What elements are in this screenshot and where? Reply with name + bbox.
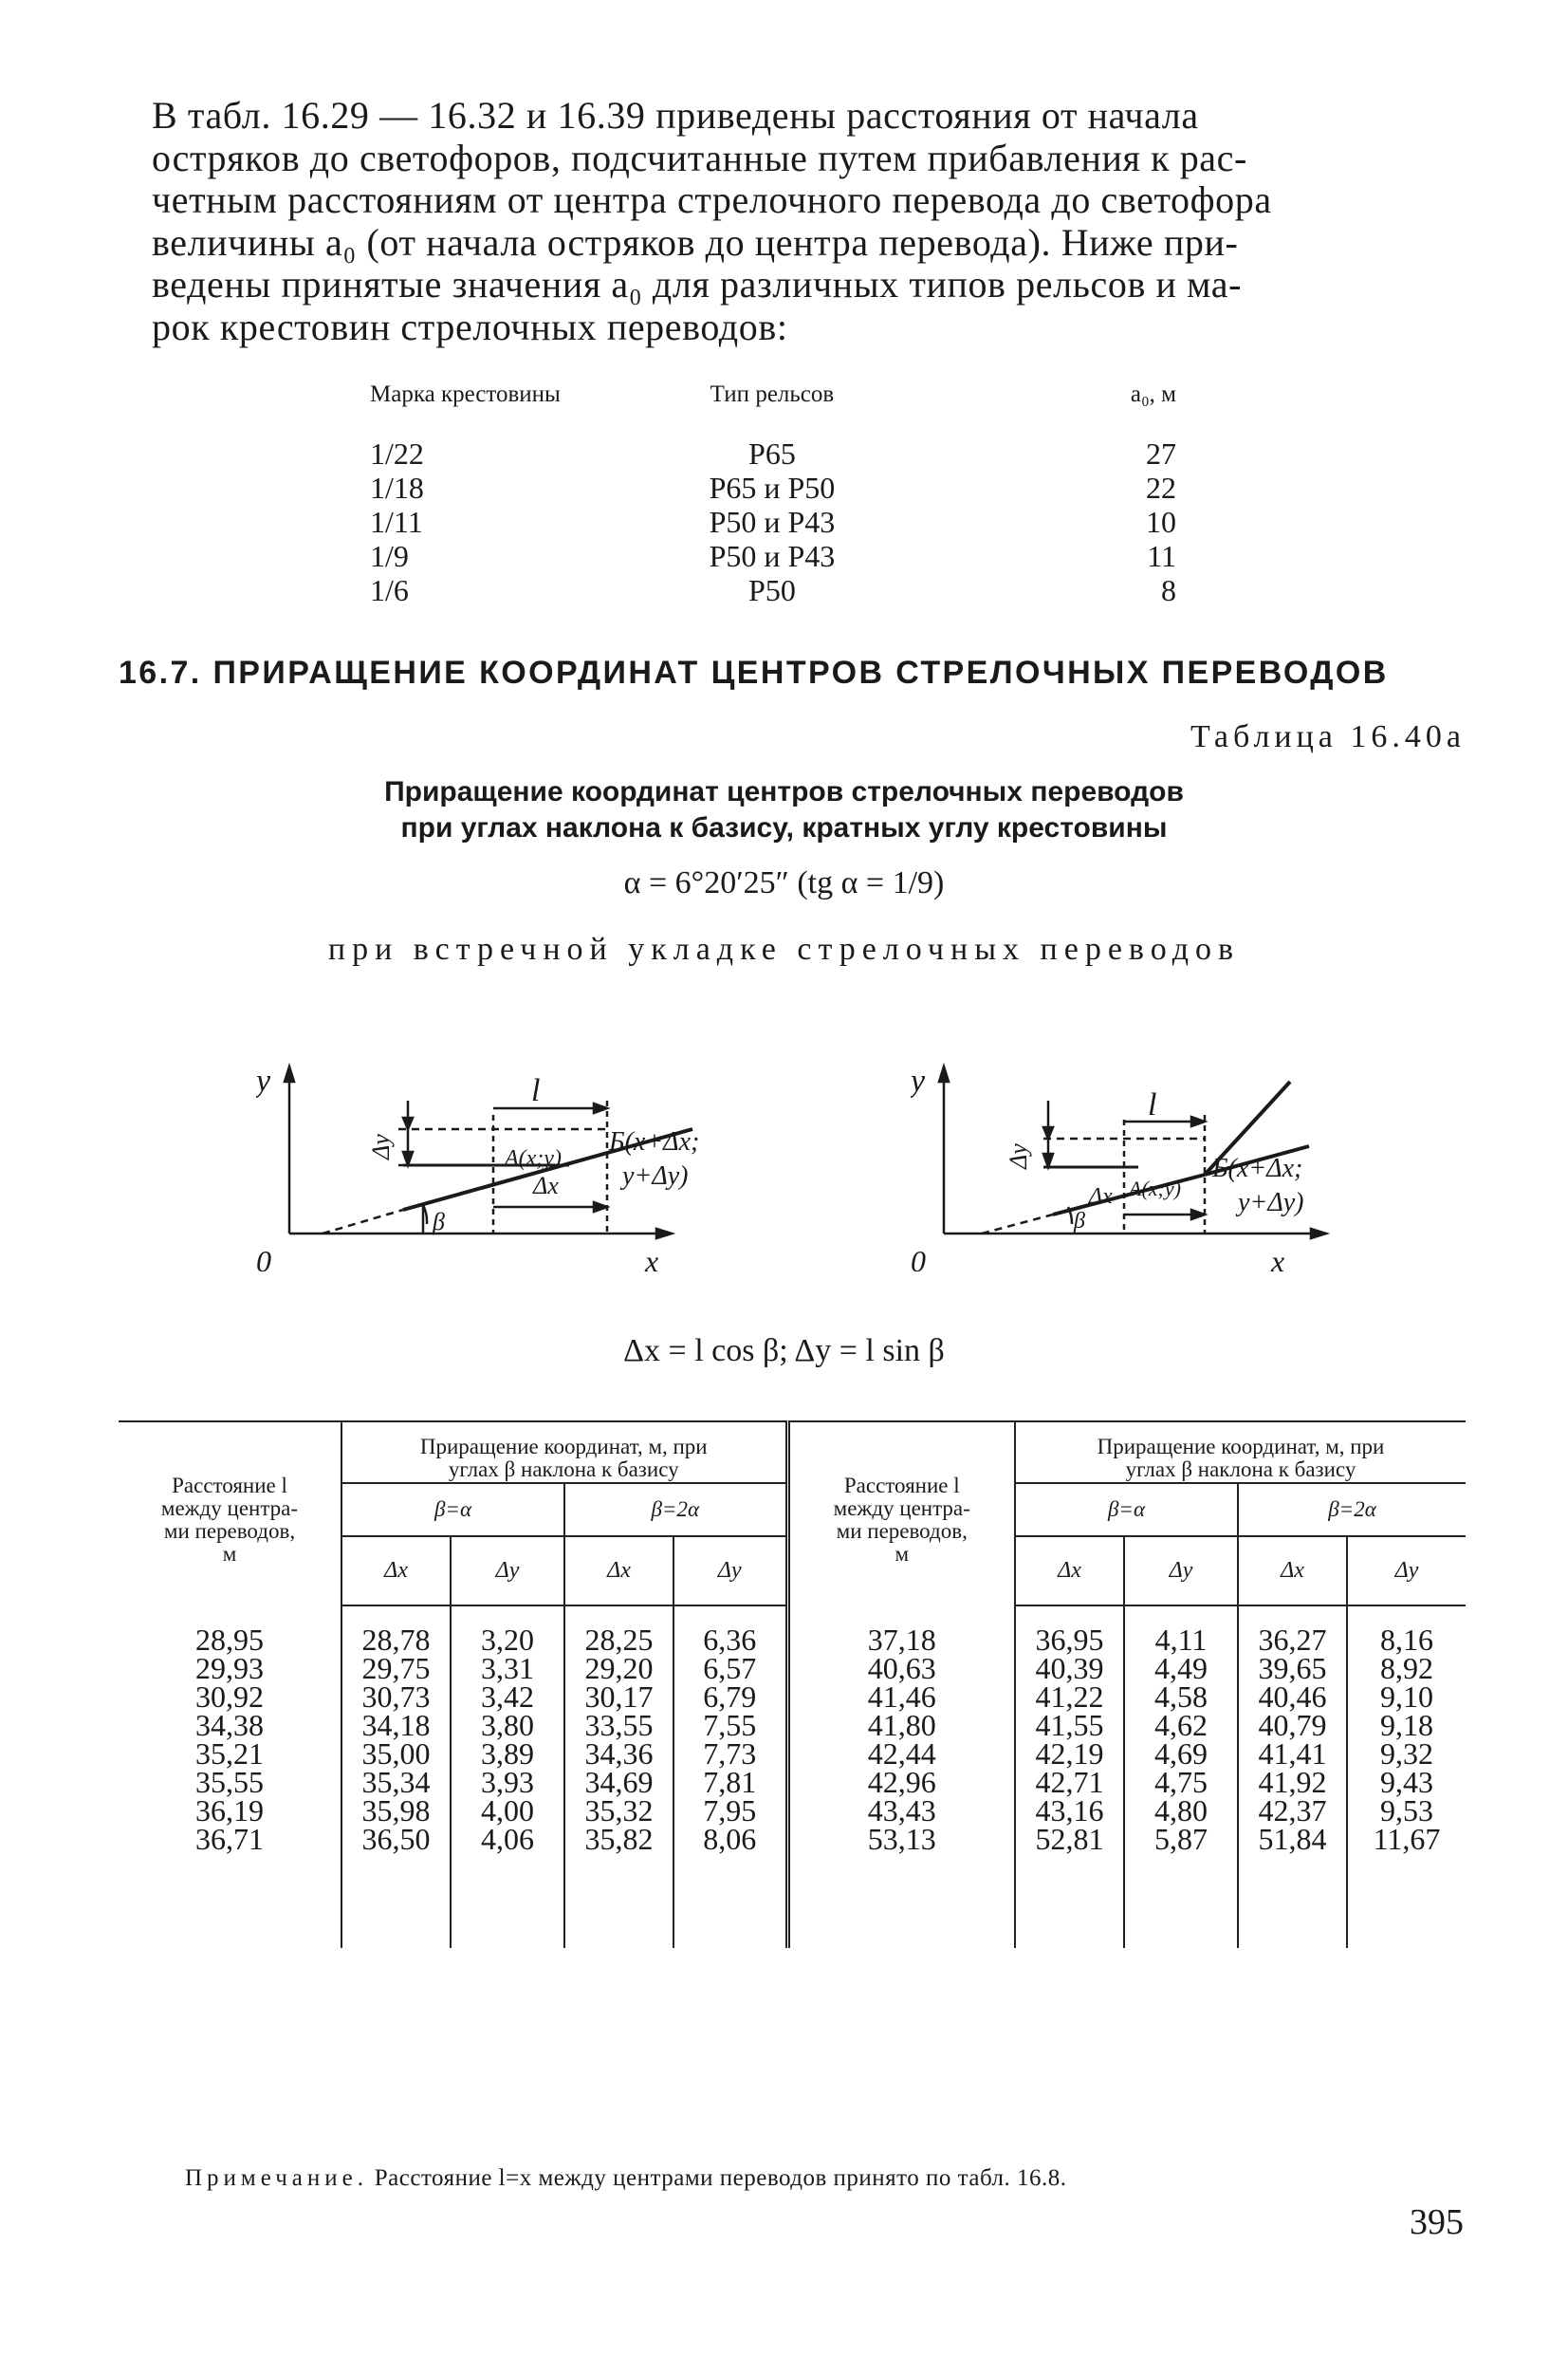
header-dx: Δx [1015,1536,1124,1605]
table-cell: 30,92 [195,1679,264,1714]
axis-y-label: y [256,1064,271,1099]
header-dy: Δy [451,1536,564,1605]
header-line: Расстояние l [172,1474,287,1497]
table-row [119,1796,1466,1825]
header-line: Расстояние l [843,1474,960,1497]
header-beta-2alpha: β=2α [564,1483,787,1536]
table-cell: 40,63 [787,1654,1015,1682]
diagram-right [911,1063,1366,1271]
table-cell: 4,62 [1124,1711,1238,1739]
table-cell: 9,53 [1347,1796,1466,1825]
table-cell: 42,19 [1015,1739,1124,1768]
header-beta-alpha: β=α [1015,1483,1238,1536]
table-row [119,1711,1466,1739]
note-label: Примечание. [185,2165,369,2191]
table-cell: 41,46 [787,1682,1015,1711]
header-beta-2alpha: β=2α [1238,1483,1466,1536]
intro-line: остряков до светофоров, подсчитанные путем прибавления к рас- [152,136,1247,179]
table-cell: 7,95 [673,1796,787,1825]
table-cell: 42,37 [1238,1796,1347,1825]
table-caption-line1: Приращение координат центров стрелочных переводов [384,776,1184,807]
point-a-label: A(x;y) [505,1146,562,1171]
table-cell: 36,19 [195,1793,264,1828]
dx-arrow-icon [594,1202,607,1212]
intro-line: ведены принятые значения a₀ для различных типов рельсов и ма- [152,263,1243,306]
table-cell: 7,73 [673,1739,787,1768]
cell: 22 [1146,471,1176,505]
table-row [119,1739,1466,1768]
table-cell: 9,32 [1347,1739,1466,1768]
table-cell: 9,43 [1347,1768,1466,1796]
dy-label: Δy [1005,1143,1032,1169]
table-cell: 8,06 [673,1825,787,1948]
beta-label: β [1074,1209,1085,1234]
table-cell: 3,42 [451,1682,564,1711]
table-cell: 35,21 [195,1736,264,1771]
table-cell: 29,93 [195,1651,264,1685]
table-cell: 4,80 [1124,1796,1238,1825]
dx-label: Δx [533,1172,559,1199]
header-frog-mark: Марка крестовины [370,381,561,407]
cell: 1/22 [370,436,424,471]
table-cell: 35,32 [564,1796,673,1825]
table-cell: 8,92 [1347,1654,1466,1682]
table-cell: 4,58 [1124,1682,1238,1711]
table-cell: 30,17 [564,1682,673,1711]
table-cell: 34,18 [341,1711,451,1739]
table-cell: 35,82 [564,1825,673,1948]
cell: Р50 [748,573,796,607]
axis-x-label: x [1271,1244,1285,1271]
table-row [360,471,1214,505]
cell: 11 [1147,539,1176,573]
cell: 27 [1146,436,1176,471]
header-line: м [222,1542,237,1566]
cell: 1/9 [370,539,409,573]
table-cell: 3,20 [451,1605,564,1654]
table-cell: 52,81 [1015,1825,1124,1948]
table-cell: 42,71 [1015,1768,1124,1796]
intro-line: четным расстояниям от центра стрелочного перевода до светофора [152,178,1272,221]
dy-arrow-top-icon [1043,1127,1053,1139]
l-arrow-icon [1191,1117,1205,1126]
header-line: углах β наклона к базису [1125,1457,1356,1481]
cell: Р65 и Р50 [709,471,836,505]
table-cell: 33,55 [564,1711,673,1739]
table-cell: 4,11 [1124,1605,1238,1654]
track-dashed [982,1215,1053,1234]
table-row [360,436,1214,471]
table-cell: 41,80 [787,1711,1015,1739]
l-label: l [531,1073,541,1108]
rail-type-table [360,381,1214,607]
header-line: Приращение координат, м, при [1097,1435,1385,1458]
cell: 1/11 [370,505,423,539]
table-cell: 5,87 [1124,1825,1238,1948]
table-cell: 34,36 [564,1739,673,1768]
table-cell: 9,10 [1347,1682,1466,1711]
table-cell: 3,80 [451,1711,564,1739]
table-cell: 6,79 [673,1682,787,1711]
table-row [360,539,1214,573]
point-b-label-2: y+Δy) [1238,1188,1304,1217]
header-line: углах β наклона к базису [448,1457,679,1481]
table-cell: 36,95 [1015,1605,1124,1654]
rail-table-header [360,381,1214,436]
table-cell: 35,34 [341,1768,451,1796]
table-cell: 35,98 [341,1796,451,1825]
header-a0: a₀, м [1130,381,1176,407]
header-dy: Δy [1124,1536,1238,1605]
point-a-label: A(x;y) [1129,1177,1181,1200]
origin-label: 0 [256,1244,271,1271]
x-axis-arrow-icon [1311,1229,1326,1238]
point-b-label-2: y+Δy) [622,1161,689,1191]
table-cell: 3,89 [451,1739,564,1768]
table-cell: 34,69 [564,1768,673,1796]
header-line: между центра- [160,1496,299,1520]
table-number: Таблица 16.40а [1190,719,1466,754]
header-dx: Δx [1238,1536,1347,1605]
header-distance-left [119,1421,341,1605]
cell: Р65 [748,436,796,471]
table-cell: 35,55 [195,1765,264,1799]
axis-x-label: x [645,1244,659,1271]
header-dx: Δx [564,1536,673,1605]
cell: Р50 и Р43 [709,505,836,539]
increment-table [119,1420,1466,1948]
table-cell: 8,16 [1347,1605,1466,1654]
table-cell: 41,22 [1015,1682,1124,1711]
table-caption-line2: при углах наклона к базису, кратных углу крестовины [400,812,1168,844]
table-cell: 11,67 [1347,1825,1466,1948]
l-label: l [1148,1087,1157,1123]
header-rail-type: Тип рельсов [710,381,835,407]
table-cell: 4,49 [1124,1654,1238,1682]
section-title: 16.7. ПРИРАЩЕНИЕ КООРДИНАТ ЦЕНТРОВ СТРЕЛОЧНЫХ ПЕРЕВОДОВ [119,655,1389,691]
y-axis-arrow-icon [285,1067,294,1082]
header-distance-right [787,1421,1015,1605]
table-cell: 4,00 [451,1796,564,1825]
intro-line: В табл. 16.29 — 16.32 и 16.39 приведены расстояния от начала [152,94,1199,137]
table-cell: 41,41 [1238,1739,1347,1768]
dy-label: Δy [367,1134,395,1160]
table-row [119,1825,1466,1948]
table-row [119,1768,1466,1796]
table-cell: 53,13 [787,1825,1015,1948]
table-cell: 28,95 [195,1622,264,1657]
layout-subtitle: при встречной укладке стрелочных переводов [327,932,1241,967]
intro-line: величины a₀ (от начала остряков до центра перевода). Ниже при- [152,220,1239,264]
header-dy: Δy [1347,1536,1466,1605]
dx-label: Δx [1089,1184,1113,1209]
header-dy: Δy [673,1536,787,1605]
header-dx: Δx [341,1536,451,1605]
point-b-label-1: Б(x+Δx; [609,1127,700,1157]
table-cell: 40,79 [1238,1711,1347,1739]
table-cell: 34,38 [195,1708,264,1742]
y-axis-arrow-icon [939,1067,949,1082]
table-cell: 42,44 [787,1739,1015,1768]
table-cell: 9,18 [1347,1711,1466,1739]
table-cell: 28,78 [341,1605,451,1654]
point-b-label-1: Б(x+Δx; [1212,1154,1303,1183]
table-cell: 28,25 [564,1605,673,1654]
cell: 1/6 [370,573,409,607]
table-cell: 51,84 [1238,1825,1347,1948]
track-dashed [323,1210,403,1234]
header-line: ми переводов, [836,1519,968,1543]
table-cell: 36,50 [341,1825,451,1948]
header-increment-right [1015,1421,1466,1483]
table-cell: 39,65 [1238,1654,1347,1682]
x-axis-arrow-icon [656,1229,672,1238]
table-cell: 3,31 [451,1654,564,1682]
dy-arrow-icon [403,1152,413,1165]
header-increment-left [341,1421,787,1483]
intro-paragraph [152,95,1470,348]
increment-formula: Δx = l cos β; Δy = l sin β [623,1333,945,1368]
table-cell: 36,27 [1238,1605,1347,1654]
header-line: между центра- [833,1496,970,1520]
dy-arrow-top-icon [403,1118,413,1129]
table-cell: 29,20 [564,1654,673,1682]
table-cell: 29,75 [341,1654,451,1682]
origin-label: 0 [911,1244,926,1271]
table-cell: 4,06 [451,1825,564,1948]
page-number: 395 [1410,2202,1464,2242]
axis-y-label: y [911,1064,926,1099]
table-row [119,1682,1466,1711]
table-note [185,2165,1067,2192]
table-cell: 41,55 [1015,1711,1124,1739]
header-line: Приращение координат, м, при [419,1435,708,1458]
header-beta-alpha: β=α [341,1483,564,1536]
intro-line: рок крестовин стрелочных переводов: [152,305,788,348]
header-line: ми переводов, [163,1519,296,1543]
dy-arrow-icon [1043,1154,1053,1167]
cell: Р50 и Р43 [709,539,836,573]
l-arrow-icon [594,1104,607,1113]
header-line: м [895,1542,910,1566]
beta-label: β [433,1208,445,1235]
table-cell: 3,93 [451,1768,564,1796]
table-row [119,1654,1466,1682]
table-cell: 35,00 [341,1739,451,1768]
table-cell: 36,71 [195,1822,264,1856]
table-cell: 30,73 [341,1682,451,1711]
table-cell: 43,43 [787,1796,1015,1825]
table-cell: 6,57 [673,1654,787,1682]
cell: 8 [1161,573,1176,607]
table-row [119,1605,1466,1654]
diagram-left [256,1063,711,1271]
cell: 10 [1146,505,1176,539]
table-cell: 41,92 [1238,1768,1347,1796]
table-cell: 43,16 [1015,1796,1124,1825]
table-row [360,573,1214,607]
table-cell: 4,75 [1124,1768,1238,1796]
dx-arrow-icon [1191,1210,1205,1219]
table-cell: 42,96 [787,1768,1015,1796]
table-cell: 7,81 [673,1768,787,1796]
table-cell: 4,69 [1124,1739,1238,1768]
table-cell: 6,36 [673,1605,787,1654]
table-cell: 37,18 [787,1605,1015,1654]
cell: 1/18 [370,471,424,505]
table-row [360,505,1214,539]
table-cell: 40,39 [1015,1654,1124,1682]
note-text: Расстояние l=x между центрами переводов принято по табл. 16.8. [374,2165,1067,2191]
angle-formula: α = 6°20′25″ (tg α = 1/9) [623,865,945,900]
table-cell: 7,55 [673,1711,787,1739]
table-cell: 40,46 [1238,1682,1347,1711]
